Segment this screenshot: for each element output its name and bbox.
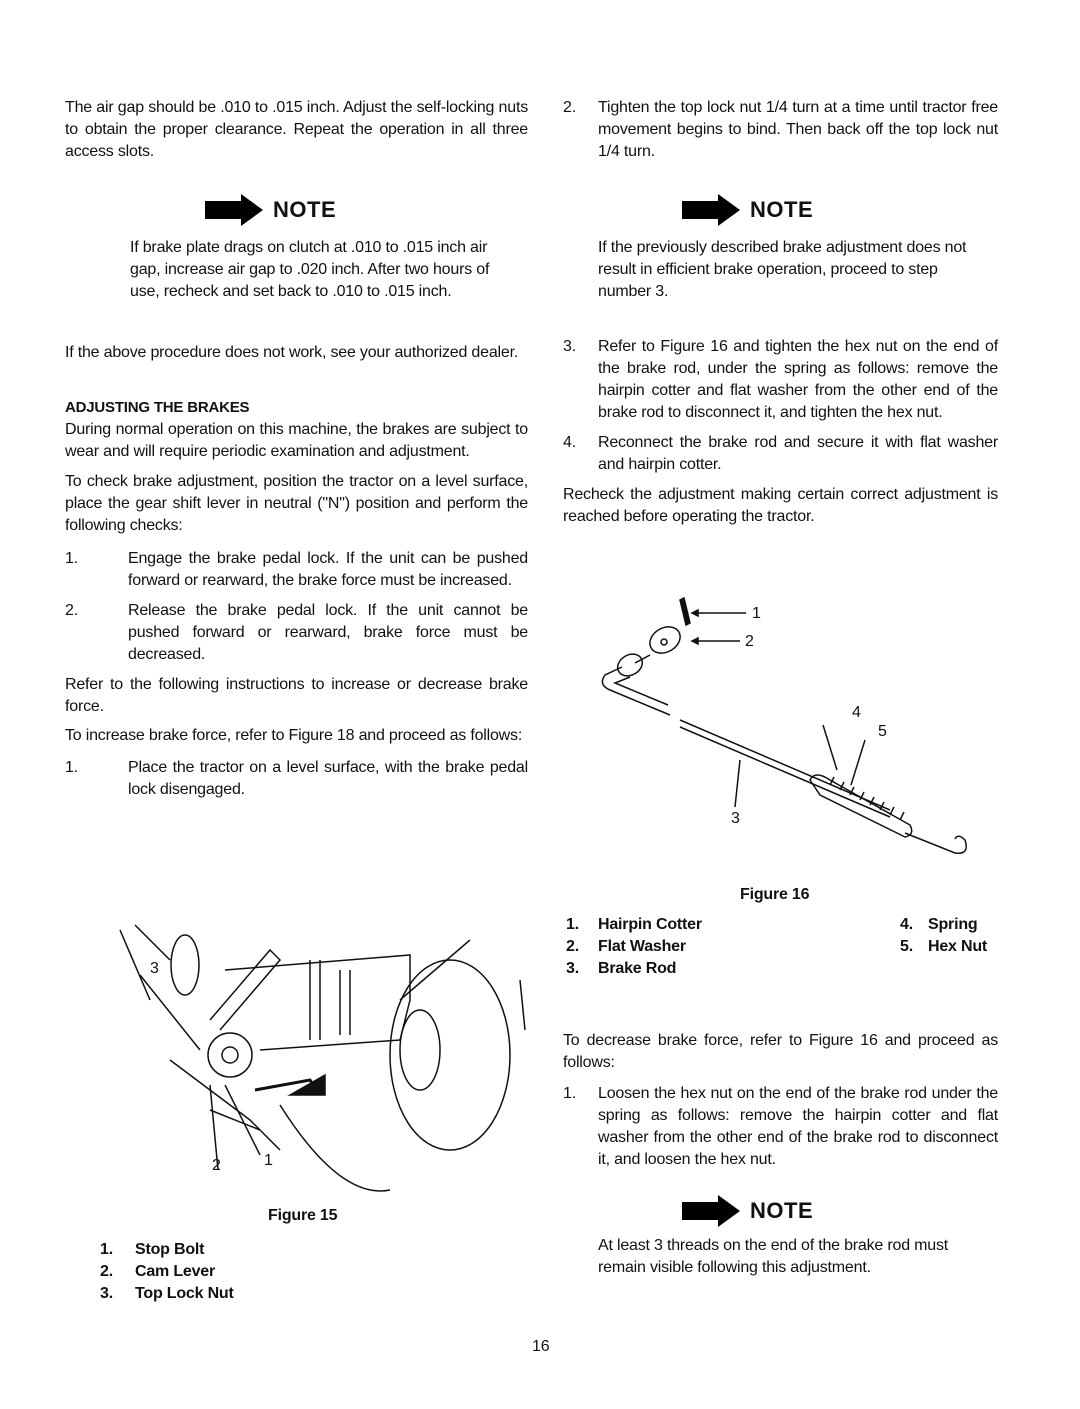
- part-name: Flat Washer: [598, 938, 686, 955]
- arrow-right-icon: [682, 194, 744, 226]
- part-name: Hairpin Cotter: [598, 916, 702, 933]
- note-heading: [205, 194, 528, 226]
- list-number: 2.: [65, 602, 78, 619]
- callout-4: 4: [852, 704, 861, 721]
- figure-15-parts-list: [100, 1239, 234, 1305]
- part-number: 4.: [900, 916, 913, 933]
- part-item: [900, 936, 988, 958]
- list-text: Loosen the hex nut on the end of the brake rod under the spring as follows: remove the hairpin cotter and flat washer from the other end of the brake rod to disconnect it, and loosen the hex nut.: [598, 1085, 998, 1168]
- paragraph: To decrease brake force, refer to Figure 16 and proceed as follows:: [563, 1032, 998, 1071]
- part-number: 1.: [566, 916, 579, 933]
- list-item: [563, 97, 998, 163]
- page-number: 16: [532, 1338, 550, 1355]
- list-item: [65, 600, 528, 666]
- right-column-text-top: [563, 97, 998, 528]
- part-name: Brake Rod: [598, 960, 677, 977]
- part-number: 3.: [566, 960, 579, 977]
- list-number: 3.: [563, 338, 576, 355]
- list-number: 1.: [563, 1085, 576, 1102]
- part-name: Hex Nut: [928, 938, 988, 955]
- list-text: Tighten the top lock nut 1/4 turn at a time until tractor free movement begins to bind. Then back off the top lock nut 1/4 turn.: [598, 99, 998, 160]
- figure-15-caption: Figure 15: [268, 1207, 338, 1224]
- part-name: Cam Lever: [135, 1263, 216, 1280]
- part-number: 2.: [100, 1263, 113, 1280]
- callout-1: 1: [752, 605, 761, 622]
- part-number: 3.: [100, 1285, 113, 1302]
- part-item: [900, 914, 978, 936]
- arrow-right-icon: [205, 194, 267, 226]
- part-item: [566, 958, 677, 980]
- note-heading: [682, 194, 998, 226]
- part-number: 5.: [900, 938, 913, 955]
- paragraph: Refer to the following instructions to increase or decrease brake force.: [65, 676, 528, 715]
- part-name: Spring: [928, 916, 978, 933]
- list-number: 1.: [65, 550, 78, 567]
- air-gap-paragraph: The air gap should be .010 to .015 inch. Adjust the self-locking nuts to obtain the proper clearance. Repeat the operation in all three access slots.: [65, 99, 528, 160]
- part-item: [566, 914, 702, 936]
- figure-15-illustration: [110, 920, 530, 1200]
- dealer-paragraph: If the above procedure does not work, see your authorized dealer.: [65, 344, 519, 361]
- list-number: 4.: [563, 434, 576, 451]
- list-text: Reconnect the brake rod and secure it with flat washer and hairpin cotter.: [598, 434, 998, 473]
- figure-16-parts-list: [566, 914, 702, 980]
- list-text: Engage the brake pedal lock. If the unit can be pushed forward or rearward, the brake force must be increased.: [128, 550, 528, 589]
- paragraph: To check brake adjustment, position the tractor on a level surface, place the gear shift lever in neutral ("N") position and perform the following checks:: [65, 473, 528, 534]
- part-item: [100, 1239, 205, 1261]
- paragraph: Recheck the adjustment making certain correct adjustment is reached before operating the tractor.: [563, 486, 998, 525]
- callout-2: 2: [212, 1157, 221, 1174]
- part-name: Stop Bolt: [135, 1241, 205, 1258]
- note-label: NOTE: [273, 197, 337, 222]
- note-label: NOTE: [750, 1198, 814, 1223]
- callout-2: 2: [745, 633, 754, 650]
- note-text: At least 3 threads on the end of the brake rod must remain visible following this adjustment.: [598, 1237, 949, 1276]
- list-text: Refer to Figure 16 and tighten the hex nut on the end of the brake rod, under the spring as follows: remove the hairpin cotter and flat washer from the other end of the brake rod to disconnect it, and tighten the hex nut.: [598, 338, 998, 421]
- list-text: Place the tractor on a level surface, with the brake pedal lock disengaged.: [128, 759, 528, 798]
- section-heading: ADJUSTING THE BRAKES: [65, 399, 250, 416]
- callout-5: 5: [878, 723, 887, 740]
- part-item: [100, 1283, 234, 1305]
- list-text: Release the brake pedal lock. If the unit cannot be pushed forward or rearward, brake force must be decreased.: [128, 602, 528, 663]
- note-text: If brake plate drags on clutch at .010 to .015 inch air gap, increase air gap to .020 inch. After two hours of use, recheck and set back to .010 to .015 inch.: [130, 239, 490, 300]
- part-name: Top Lock Nut: [135, 1285, 234, 1302]
- note-label: NOTE: [750, 197, 814, 222]
- part-number: 1.: [100, 1241, 113, 1258]
- list-item: [65, 757, 528, 801]
- list-item: [563, 1083, 998, 1171]
- list-item: [563, 432, 998, 476]
- part-item: [100, 1261, 216, 1283]
- arrow-right-icon: [682, 1195, 744, 1227]
- figure-16-illustration: [560, 585, 1000, 865]
- part-number: 2.: [566, 938, 579, 955]
- figure-16-caption: Figure 16: [740, 886, 810, 903]
- left-column-text: [65, 97, 528, 801]
- note-heading: [682, 1195, 998, 1227]
- note-text: If the previously described brake adjustment does not result in efficient brake operation, proceed to step number 3.: [598, 239, 967, 300]
- list-item: [65, 548, 528, 592]
- list-number: 2.: [563, 99, 576, 116]
- list-item: [563, 336, 998, 424]
- paragraph: During normal operation on this machine, the brakes are subject to wear and will require periodic examination and adjustment.: [65, 421, 528, 460]
- part-item: [566, 936, 686, 958]
- callout-3: 3: [150, 960, 159, 977]
- paragraph: To increase brake force, refer to Figure 18 and proceed as follows:: [65, 727, 523, 744]
- right-column-text-bottom: [563, 1030, 998, 1279]
- callout-1: 1: [264, 1152, 273, 1169]
- figure-16-parts-list-2: [900, 914, 988, 958]
- callout-3: 3: [731, 810, 740, 827]
- list-number: 1.: [65, 759, 78, 776]
